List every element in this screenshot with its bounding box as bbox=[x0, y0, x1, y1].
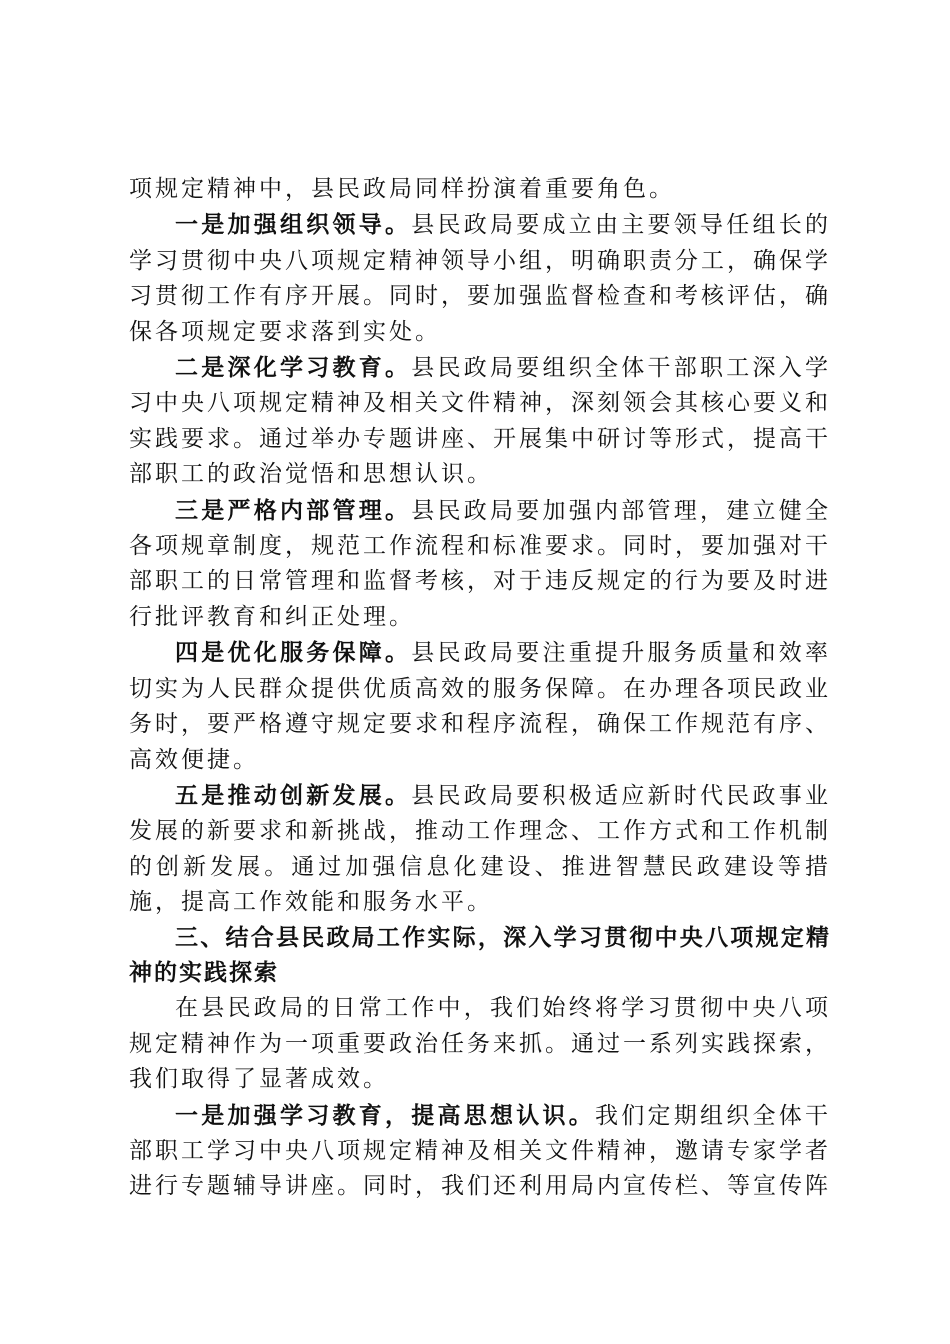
paragraph-lead: 五是推动创新发展。 bbox=[175, 781, 412, 809]
paragraph-lead: 一是加强组织领导。 bbox=[175, 211, 412, 239]
paragraph-text: 在县民政局的日常工作中，我们始终将学习贯彻中央八项规定精神作为一项重要政治任务来抓。通过一系列实践探索，我们取得了显著成效。 bbox=[129, 995, 831, 1093]
paragraph-point-2 bbox=[129, 350, 831, 493]
paragraph-continuation bbox=[129, 172, 831, 207]
paragraph-text: 县民政局要加强内部管理，建立健全各项规章制度，规范工作流程和标准要求。同时，要加强对干部职工的日常管理和监督考核，对于违反规定的行为要及时进行批评教育和纠正处理。 bbox=[129, 497, 831, 630]
paragraph-lead: 一是加强学习教育，提高思想认识。 bbox=[175, 1101, 595, 1129]
paragraph-practice-1 bbox=[129, 1098, 831, 1205]
paragraph-point-3 bbox=[129, 493, 831, 636]
paragraph-point-5 bbox=[129, 778, 831, 921]
paragraph-text: 项规定精神中，县民政局同样扮演着重要角色。 bbox=[129, 176, 675, 202]
paragraph-intro bbox=[129, 991, 831, 1097]
paragraph-text: 县民政局要注重提升服务质量和效率切实为人民群众提供优质高效的服务保障。在办理各项民政业务时，要严格遵守规定要求和程序流程，确保工作规范有序、高效便捷。 bbox=[129, 640, 831, 773]
section-heading: 三、结合县民政局工作实际，深入学习贯彻中央八项规定精神的实践探索 bbox=[129, 924, 831, 986]
paragraph-text: 县民政局要积极适应新时代民政事业发展的新要求和新挑战，推动工作理念、工作方式和工作机制的创新发展。通过加强信息化建设、推进智慧民政建设等措施，提高工作效能和服务水平。 bbox=[129, 782, 831, 916]
paragraph-lead: 三是严格内部管理。 bbox=[175, 496, 412, 524]
document-body bbox=[129, 172, 831, 1205]
paragraph-text: 县民政局要成立由主要领导任组长的学习贯彻中央八项规定精神领导小组，明确职责分工，确保学习贯彻工作有序开展。同时，要加强监督检查和考核评估，确保各项规定要求落到实处。 bbox=[129, 212, 831, 345]
paragraph-point-4 bbox=[129, 635, 831, 778]
paragraph-lead: 四是优化服务保障。 bbox=[175, 639, 412, 667]
paragraph-point-1 bbox=[129, 207, 831, 350]
paragraph-text: 我们定期组织全体干部职工学习中央八项规定精神及相关文件精神，邀请专家学者进行专题辅导讲座。同时，我们还利用局内宣传栏、等宣传阵 bbox=[129, 1102, 831, 1200]
paragraph-text: 县民政局要组织全体干部职工深入学习中央八项规定精神及相关文件精神，深刻领会其核心要义和实践要求。通过举办专题讲座、开展集中研讨等形式，提高干部职工的政治觉悟和思想认识。 bbox=[129, 355, 831, 488]
paragraph-lead: 二是深化学习教育。 bbox=[175, 354, 412, 382]
